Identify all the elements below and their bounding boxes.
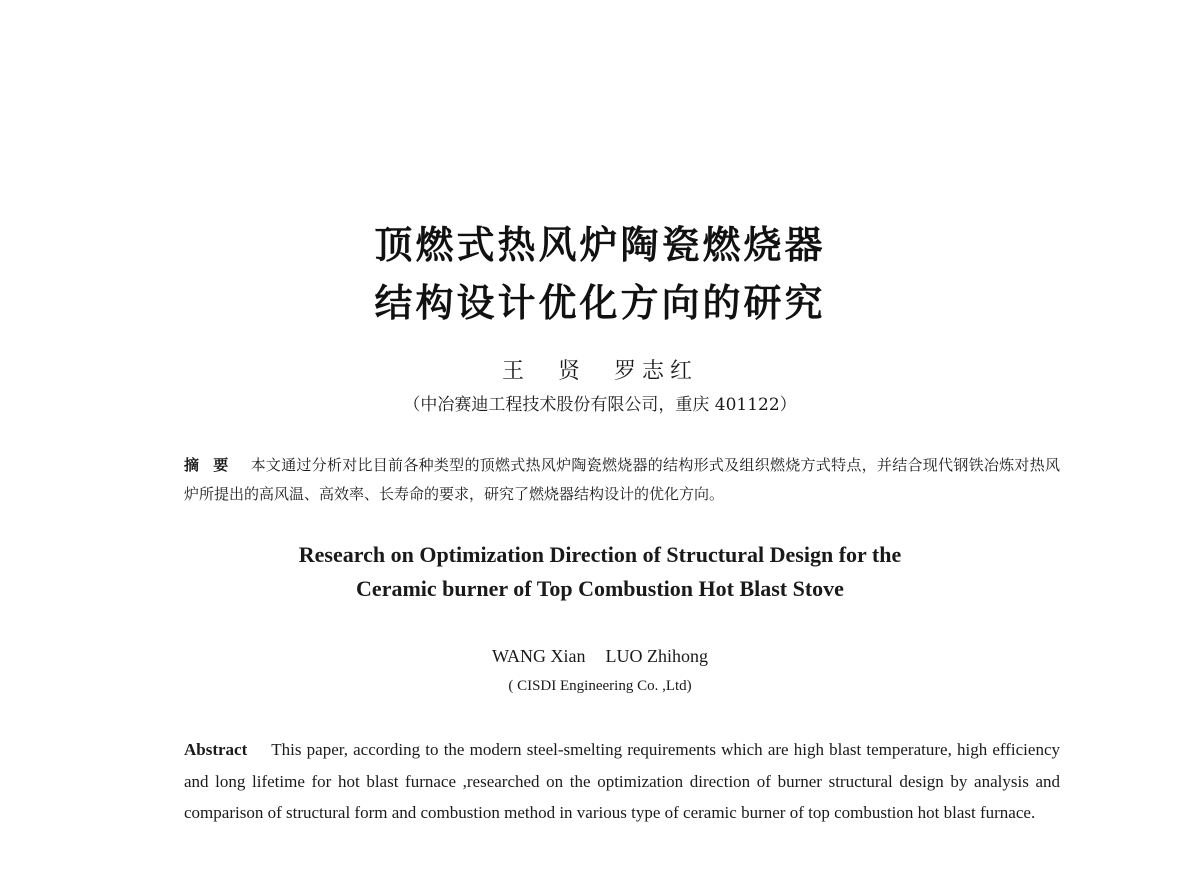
abstract-en-label: Abstract [184, 740, 248, 759]
abstract-en [184, 734, 1060, 829]
abstract-cn-label: 摘要 [184, 456, 243, 474]
authors-en [0, 646, 1200, 667]
abstract-cn [184, 451, 1060, 509]
abstract-en-text: This paper, according to the modern steel-smelting requirements which are high blast temperature, high efficiency and long lifetime for hot blast furnace ,researched on the optimization direction of burner structural design by analysis and comparison of structural form and combustion method in various type of ceramic burner of top combustion hot blast furnace. [184, 740, 1060, 822]
authors-cn [0, 354, 1200, 385]
abstract-cn-text: 本文通过分析对比目前各种类型的顶燃式热风炉陶瓷燃烧器的结构形式及组织燃烧方式特点，并结合现代钢铁冶炼对热风炉所提出的高风温、高效率、长寿命的要求，研究了燃烧器结构设计的优化方向。 [184, 456, 1060, 503]
author-cn-1: 王 贤 [501, 359, 586, 384]
affiliation-cn: （中冶赛迪工程技术股份有限公司，重庆 401122） [403, 395, 797, 415]
author-en-1: WANG Xian [492, 646, 586, 666]
title-en-line-2: Ceramic burner of Top Combustion Hot Blast Stove [356, 576, 844, 601]
author-cn-2: 罗志红 [614, 359, 699, 384]
title-en-line-1: Research on Optimization Direction of Structural Design for the [298, 542, 902, 567]
title-cn-line-2: 结构设计优化方向的研究 [374, 281, 826, 325]
affiliation-en: ( CISDI Engineering Co. ,Ltd) [508, 678, 692, 694]
author-en-2: LUO Zhihong [605, 646, 708, 666]
title-cn-line-1: 顶燃式热风炉陶瓷燃烧器 [374, 223, 826, 267]
